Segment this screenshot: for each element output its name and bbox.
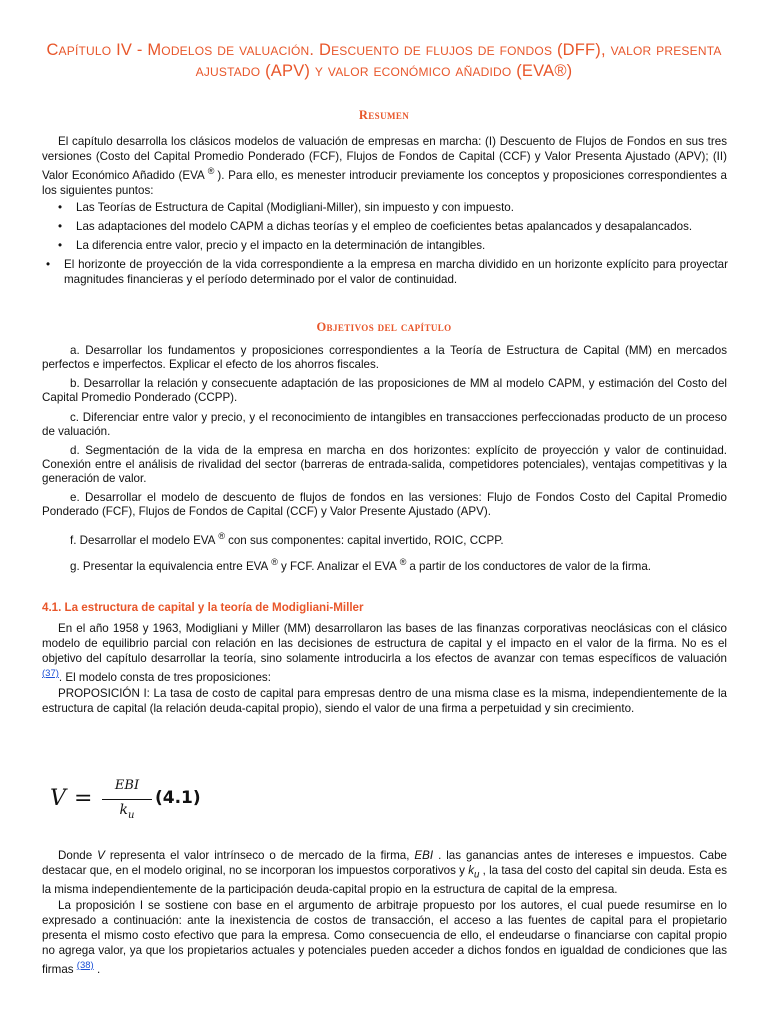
resumen-heading: Resumen — [358, 108, 410, 122]
objective-g: g. Presentar la equivalencia entre EVA ® y FCF. Analizar el EVA ® a partir de los conductores de valor de la firma. — [70, 557, 652, 573]
bullet-icon: • — [58, 201, 63, 214]
registered-mark: ® — [207, 166, 215, 176]
formula-lhs: V — [50, 786, 66, 811]
list-item: • Las adaptaciones del modelo CAPM a dichas teorías y el empleo de coeficientes betas apalancados y desapalancados. — [58, 220, 693, 233]
objective-b: b. Desarrollar la relación y consecuente adaptación de las proposiciones de MM al modelo CAPM, y estimación del Costo del Capital Promedio Ponderado (CCPP). — [42, 377, 727, 404]
objective-d: d. Segmentación de la vida de la empresa en marcha en dos horizontes: explícito de proyección y valor de continuidad. Conexión entre el análisis de rivalidad del sector (barreras de entrada-salida, competidores potenciales), ventajas competitivas y la generación de valor. — [42, 444, 727, 485]
bullet-icon: • — [58, 239, 63, 252]
objective-f: f. Desarrollar el modelo EVA ® con sus componentes: capital invertido, ROIC, CCPP. — [70, 531, 504, 547]
registered-mark: ® — [271, 557, 278, 567]
bullet-icon: • — [46, 258, 51, 271]
footnote-link-38[interactable]: (38) — [76, 960, 94, 971]
objetivos-heading: Objetivos del capítulo — [316, 320, 452, 334]
list-item: • La diferencia entre valor, precio y el impacto en la determinación de intangibles. — [58, 239, 486, 252]
section-4-1-paragraph-3: La proposición I se sostiene con base en el argumento de arbitraje propuesto por los autores, el cual puede resumirse en lo expresado a continuación: ante la inexistencia de costos de transacción, el acceso a las fuentes de capital para el propietario presenta el mismo costo efectivo que para la empresa. Como consecuencia de ello, el endeudarse o financiarse con capital propio no agrega valor, ya que los propietarios actuales y potenciales pueden acceder a dichos fondos en igualdad de condiciones que las firmas $^{(38)}$ . — [42, 899, 727, 976]
resumen-intro: El capítulo desarrolla los clásicos modelos de valuación de empresas en marcha: (I) Descuento de Flujos de Fondos en sus tres versiones (Costo del Capital Promedio Ponderado (FCF), Flujos de Fondos de Capital (CCF) y Valor Presenta Ajustado (APV); (II) Valor Económico Añadido (EVA ® ). Para ello, es menester introducir previamente los conceptos y proposiciones correspondientes a los siguientes puntos: — [42, 135, 727, 197]
fraction-bar — [102, 799, 152, 800]
list-item: • El horizonte de proyección de la vida correspondiente a la empresa en marcha dividido en un horizonte explícito para proyectar magnitudes financieras y el período determinado por el valor de continuidad. — [46, 258, 728, 286]
equation-number: (4.1) — [155, 788, 201, 808]
chapter-title: Capítulo IV - Modelos de valuación. Descuento de flujos de fondos (DFF), valor presenta ajustado (APV) y valor económico añadido (EVA®) — [46, 41, 722, 80]
objective-e: e. Desarrollar el modelo de descuento de flujos de fondos en las versiones: Flujo de Fondos Costo del Capital Promedio Ponderado (FCF), Flujos de Fondos de Capital (CCF) y Valor Presente Ajustado (APV). — [42, 491, 727, 518]
formula-denominator: $k_u$ — [119, 802, 135, 821]
objective-c: c. Diferenciar entre valor y precio, y el reconocimiento de intangibles en transacciones perfeccionadas producto de un proceso de valuación. — [42, 411, 727, 438]
registered-mark: ® — [218, 531, 226, 541]
formula-equals: = — [74, 786, 93, 811]
objective-a: a. Desarrollar los fundamentos y proposiciones correspondientes a la Teoría de Estructura de Capital (MM) en mercados perfectos e imperfectos. Explicar el efecto de los ahorros fiscales. — [42, 344, 727, 371]
formula-4-1 — [50, 778, 250, 826]
proposition-1: PROPOSICIÓN I: La tasa de costo de capital para empresas dentro de una misma clase es la misma, independientemente de la estructura de capital (la relación deuda-capital propio), siendo el valor de una firma a perpetuidad y sin crecimiento. — [42, 687, 727, 715]
section-4-1-paragraph-1: En el año 1958 y 1963, Modigliani y Miller (MM) desarrollaron las bases de las finanzas corporativas neoclásicas con el clásico modelo de equilibrio parcial con relación en las decisiones de estructura de capital y el impacto en el valor de la firma. No es el objetivo del capítulo desarrollar la teoría, sino solamente introducirla a los efectos de avanzar con temas específicos de valuación $^{(37)}$. El modelo consta de tres proposiciones: — [42, 622, 727, 684]
resumen-bullet-list — [46, 200, 728, 291]
registered-mark: ® — [399, 557, 407, 567]
list-item: • Las Teorías de Estructura de Capital (Modigliani-Miller), sin impuesto y con impuesto. — [58, 201, 514, 214]
section-4-1-heading: 4.1. La estructura de capital y la teoría de Modigliani-Miller — [42, 601, 364, 614]
bullet-icon: • — [58, 220, 63, 233]
footnote-link-37[interactable]: (37) — [42, 668, 59, 679]
formula-numerator: EBI — [114, 778, 140, 793]
section-4-1-paragraph-2: Donde V representa el valor intrínseco o de mercado de la firma, EBI . las ganancias antes de intereses e impuestos. Cabe destacar que, en el modelo original, no se incorporan los impuestos corporativos y $k_u$ , la tasa del costo del capital sin deuda. Esta es la misma independientemente de la participación deuda-capital propio en la estructura de capital de la empresa. — [42, 849, 728, 897]
